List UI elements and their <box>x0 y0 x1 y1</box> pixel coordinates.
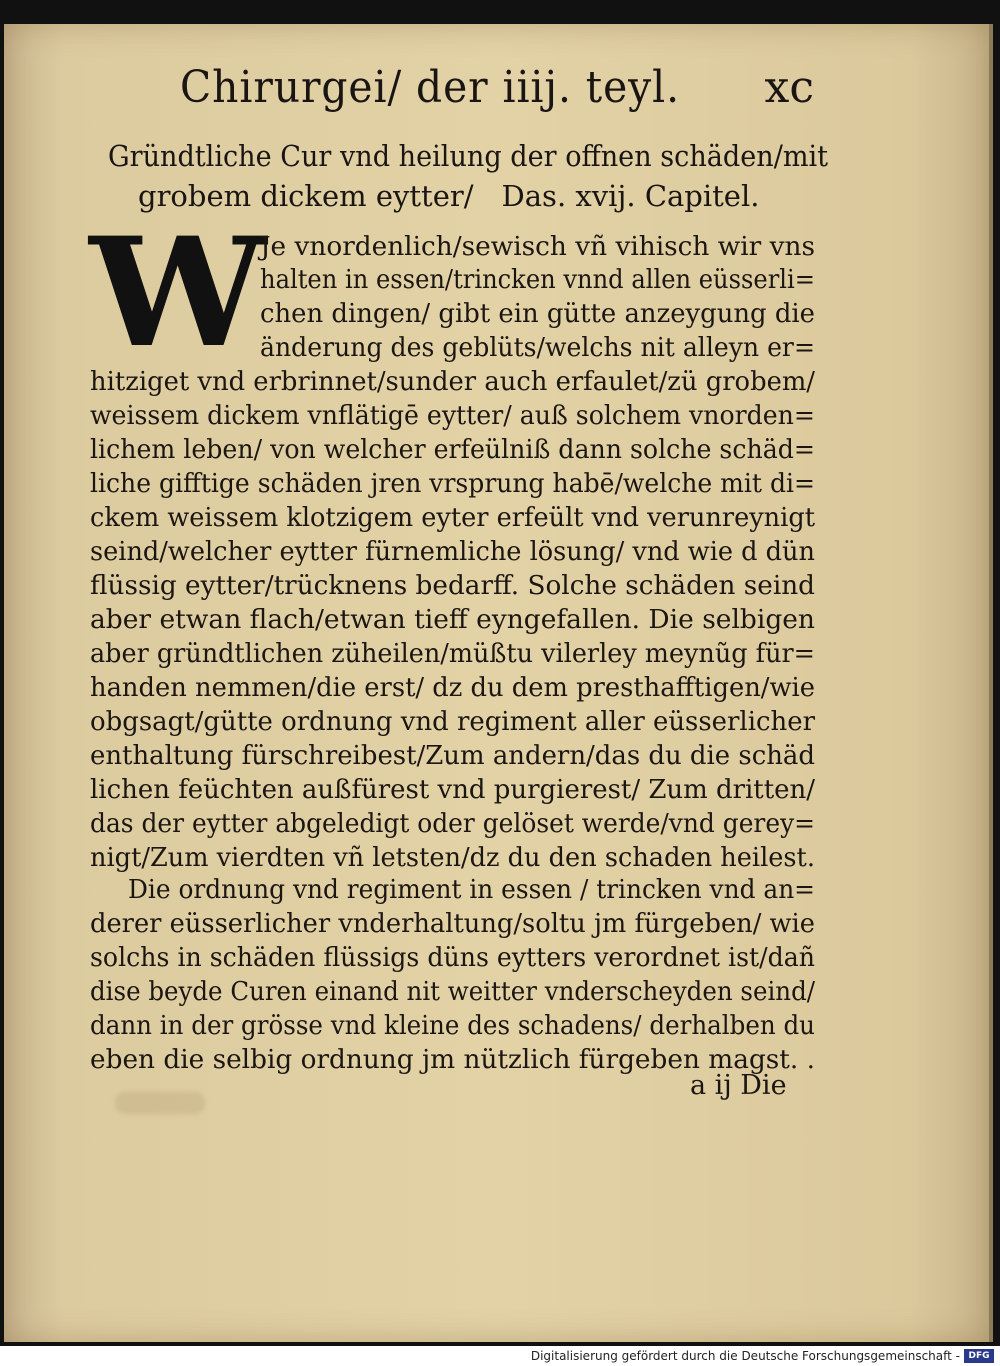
text-line: chen dingen/ gibt ein gütte anzeygung die <box>260 299 815 329</box>
text-line: liche gifftige schäden jren vrsprung habē/welche mit di= <box>90 469 815 499</box>
catchword-text: Die <box>740 1070 787 1101</box>
text-line: Die ordnung vnd regiment in essen / trincken vnd an= <box>128 875 815 905</box>
text-line: weissem dickem vnflätigē eytter/ auß solchem vnorden= <box>90 401 815 431</box>
page-edge <box>989 24 993 1342</box>
running-title: Chirurgei/ der iiij. teyl. <box>180 62 680 113</box>
text-line: obgsagt/gütte ordnung vnd regiment aller eüsserlicher <box>90 707 815 737</box>
text-line: halten in essen/trincken vnnd allen eüsserli= <box>260 265 815 295</box>
text-line: das der eytter abgeledigt oder gelöset werde/vnd gerey= <box>90 809 815 839</box>
running-head <box>180 60 820 130</box>
initial-letter: W <box>89 205 256 381</box>
text-line: eben die selbig ordnung jm nützlich fürgeben magst. . <box>90 1045 815 1075</box>
funding-notice: Digitalisierung gefördert durch die Deutsche Forschungsgemeinschaft - <box>530 1349 960 1363</box>
text-line: lichem leben/ von welcher erfeülniß dann solche schäd= <box>90 435 815 465</box>
text-line: derer eüsserlicher vnderhaltung/soltu jm fürgeben/ wie <box>90 909 815 939</box>
signature-mark: a ij <box>690 1070 732 1101</box>
text-line: hitziget vnd erbrinnet/sunder auch erfaulet/zü grobem/ <box>90 367 815 397</box>
text-line: lichen feüchten außfürest vnd purgierest/ Zum dritten/ <box>90 775 815 805</box>
text-line: solchs in schäden flüssigs düns eytters verordnet ist/dañ <box>90 943 815 973</box>
text-line: aber gründtlichen züheilen/müßtu vilerley meynũg für= <box>90 639 815 669</box>
text-line: änderung des geblüts/welchs nit alleyn er= <box>260 333 815 363</box>
text-line: handen nemmen/die erst/ dz du dem presthafftigen/wie <box>90 673 815 703</box>
text-line: ckem weissem klotzigem eyter erfeült vnd verunreynigt <box>90 503 815 533</box>
text-line: dise beyde Curen einand nit weitter vnderscheyden seind/ <box>90 977 815 1007</box>
text-line: enthaltung fürschreibest/Zum andern/das du die schäd <box>90 741 815 771</box>
ink-smudge <box>115 1092 205 1114</box>
text-line: seind/welcher eytter fürnemliche lösung/ vnd wie d dün <box>90 537 815 567</box>
text-line: flüssig eytter/trücknens bedarff. Solche schäden seind <box>90 571 815 601</box>
folio-number: xc <box>764 62 814 113</box>
footer <box>0 1346 1000 1366</box>
dfg-logo: DFG <box>964 1349 994 1363</box>
chapter-heading-line-1: Gründtliche Cur vnd heilung der offnen schäden/mit <box>108 139 829 173</box>
text-line: Je vnordenlich/sewisch vñ vihisch wir vns <box>260 232 815 262</box>
chapter-heading-subject: grobem dickem eytter/ <box>138 179 474 213</box>
text-line: aber etwan flach/etwan tieff eyngefallen. Die selbigen <box>90 605 815 635</box>
text-line: dann in der grösse vnd kleine des schadens/ derhalben du <box>90 1011 815 1041</box>
chapter-heading <box>108 136 828 216</box>
text-line: nigt/Zum vierdten vñ letsten/dz du den schaden heilest. <box>90 843 815 873</box>
chapter-number: Das. xvij. Capitel. <box>501 179 760 213</box>
catchword <box>690 1070 787 1101</box>
